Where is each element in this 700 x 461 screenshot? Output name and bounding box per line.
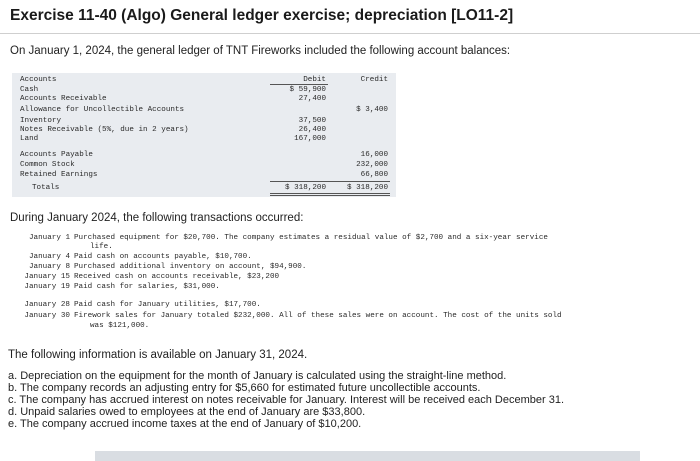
debit-value: 26,400: [298, 126, 326, 134]
transaction-date: January 15: [24, 273, 70, 281]
transaction-continuation: was $121,000.: [90, 322, 150, 330]
exercise-title: Exercise 11-40 (Algo) General ledger exercise; depreciation [LO11-2]: [10, 7, 514, 24]
account-name: Land: [20, 135, 39, 143]
transaction-text: Purchased additional inventory on account, $94,900.: [74, 263, 307, 271]
transaction-text: Received cash on accounts receivable, $23,200: [74, 273, 280, 281]
title-divider: [0, 33, 700, 34]
ledger-totals-row: [12, 184, 396, 193]
debit-value: 27,400: [298, 95, 326, 103]
account-name: Inventory: [20, 117, 62, 125]
info-item: a. Depreciation on the equipment for the month of January is calculated using the straight-line method.: [8, 370, 507, 382]
credit-value: 232,000: [356, 161, 388, 169]
totals-double-underline: [270, 195, 390, 196]
ledger-row: [12, 135, 396, 144]
header-accounts: Accounts: [20, 76, 57, 84]
debit-value: 37,500: [298, 117, 326, 125]
transactions-intro: During January 2024, the following transactions occurred:: [10, 212, 304, 224]
transaction-continuation: life.: [90, 243, 113, 251]
transaction-date: January 4: [28, 253, 70, 261]
bottom-panel-edge: [95, 451, 640, 461]
account-name: Notes Receivable (5%, due in 2 years): [20, 126, 189, 134]
transaction-date: January 1: [28, 234, 70, 242]
ledger-row: [12, 151, 396, 160]
debit-value: $ 59,900: [289, 86, 326, 94]
account-name: Accounts Receivable: [20, 95, 107, 103]
header-credit: Credit: [360, 76, 388, 84]
info-item: b. The company records an adjusting entry for $5,660 for estimated future uncollectible accounts.: [8, 382, 481, 394]
account-name: Allowance for Uncollectible Accounts: [20, 106, 185, 114]
totals-double-underline: [270, 193, 390, 194]
ledger-row: [12, 95, 396, 104]
transaction-date: January 28: [24, 301, 70, 309]
ledger-row: [12, 161, 396, 170]
credit-value: 66,800: [360, 171, 388, 179]
transaction-date: January 19: [24, 283, 70, 291]
ledger-row: [12, 86, 396, 95]
ledger-row: [12, 126, 396, 135]
transaction-date: January 8: [28, 263, 70, 271]
totals-label: Totals: [32, 184, 60, 192]
totals-debit: $ 318,200: [284, 184, 326, 192]
header-debit: Debit: [303, 76, 326, 84]
ledger-header-row: [12, 76, 396, 85]
account-name: Accounts Payable: [20, 151, 93, 159]
account-name: Cash: [20, 86, 39, 94]
ledger-row: [12, 106, 396, 115]
transaction-text: Paid cash for January utilities, $17,700.: [74, 301, 261, 309]
info-item: d. Unpaid salaries owed to employees at the end of January are $33,800.: [8, 406, 366, 418]
ledger-row: [12, 117, 396, 126]
transaction-text: Purchased equipment for $20,700. The company estimates a residual value of $2,700 and a six-year service: [74, 234, 548, 242]
credit-value: 16,000: [360, 151, 388, 159]
info-heading: The following information is available on January 31, 2024.: [8, 349, 308, 361]
info-item: c. The company has accrued interest on notes receivable for January. Interest will be received each December 31.: [8, 394, 564, 406]
header-underline: [270, 84, 328, 85]
account-name: Retained Earnings: [20, 171, 98, 179]
ledger-table: [12, 73, 396, 197]
transaction-text: Firework sales for January totaled $232,000. All of these sales were on account. The cost of the units sold: [74, 312, 562, 320]
transaction-text: Paid cash for salaries, $31,000.: [74, 283, 220, 291]
account-name: Common Stock: [20, 161, 75, 169]
ledger-row: [12, 171, 396, 180]
intro-text: On January 1, 2024, the general ledger of TNT Fireworks included the following account balances:: [10, 45, 511, 57]
info-item: e. The company accrued income taxes at the end of January of $10,200.: [8, 418, 362, 430]
totals-underline: [270, 181, 390, 182]
totals-credit: $ 318,200: [346, 184, 388, 192]
debit-value: 167,000: [294, 135, 326, 143]
transaction-date: January 30: [24, 312, 70, 320]
credit-value: $ 3,400: [356, 106, 388, 114]
transaction-text: Paid cash on accounts payable, $10,700.: [74, 253, 252, 261]
